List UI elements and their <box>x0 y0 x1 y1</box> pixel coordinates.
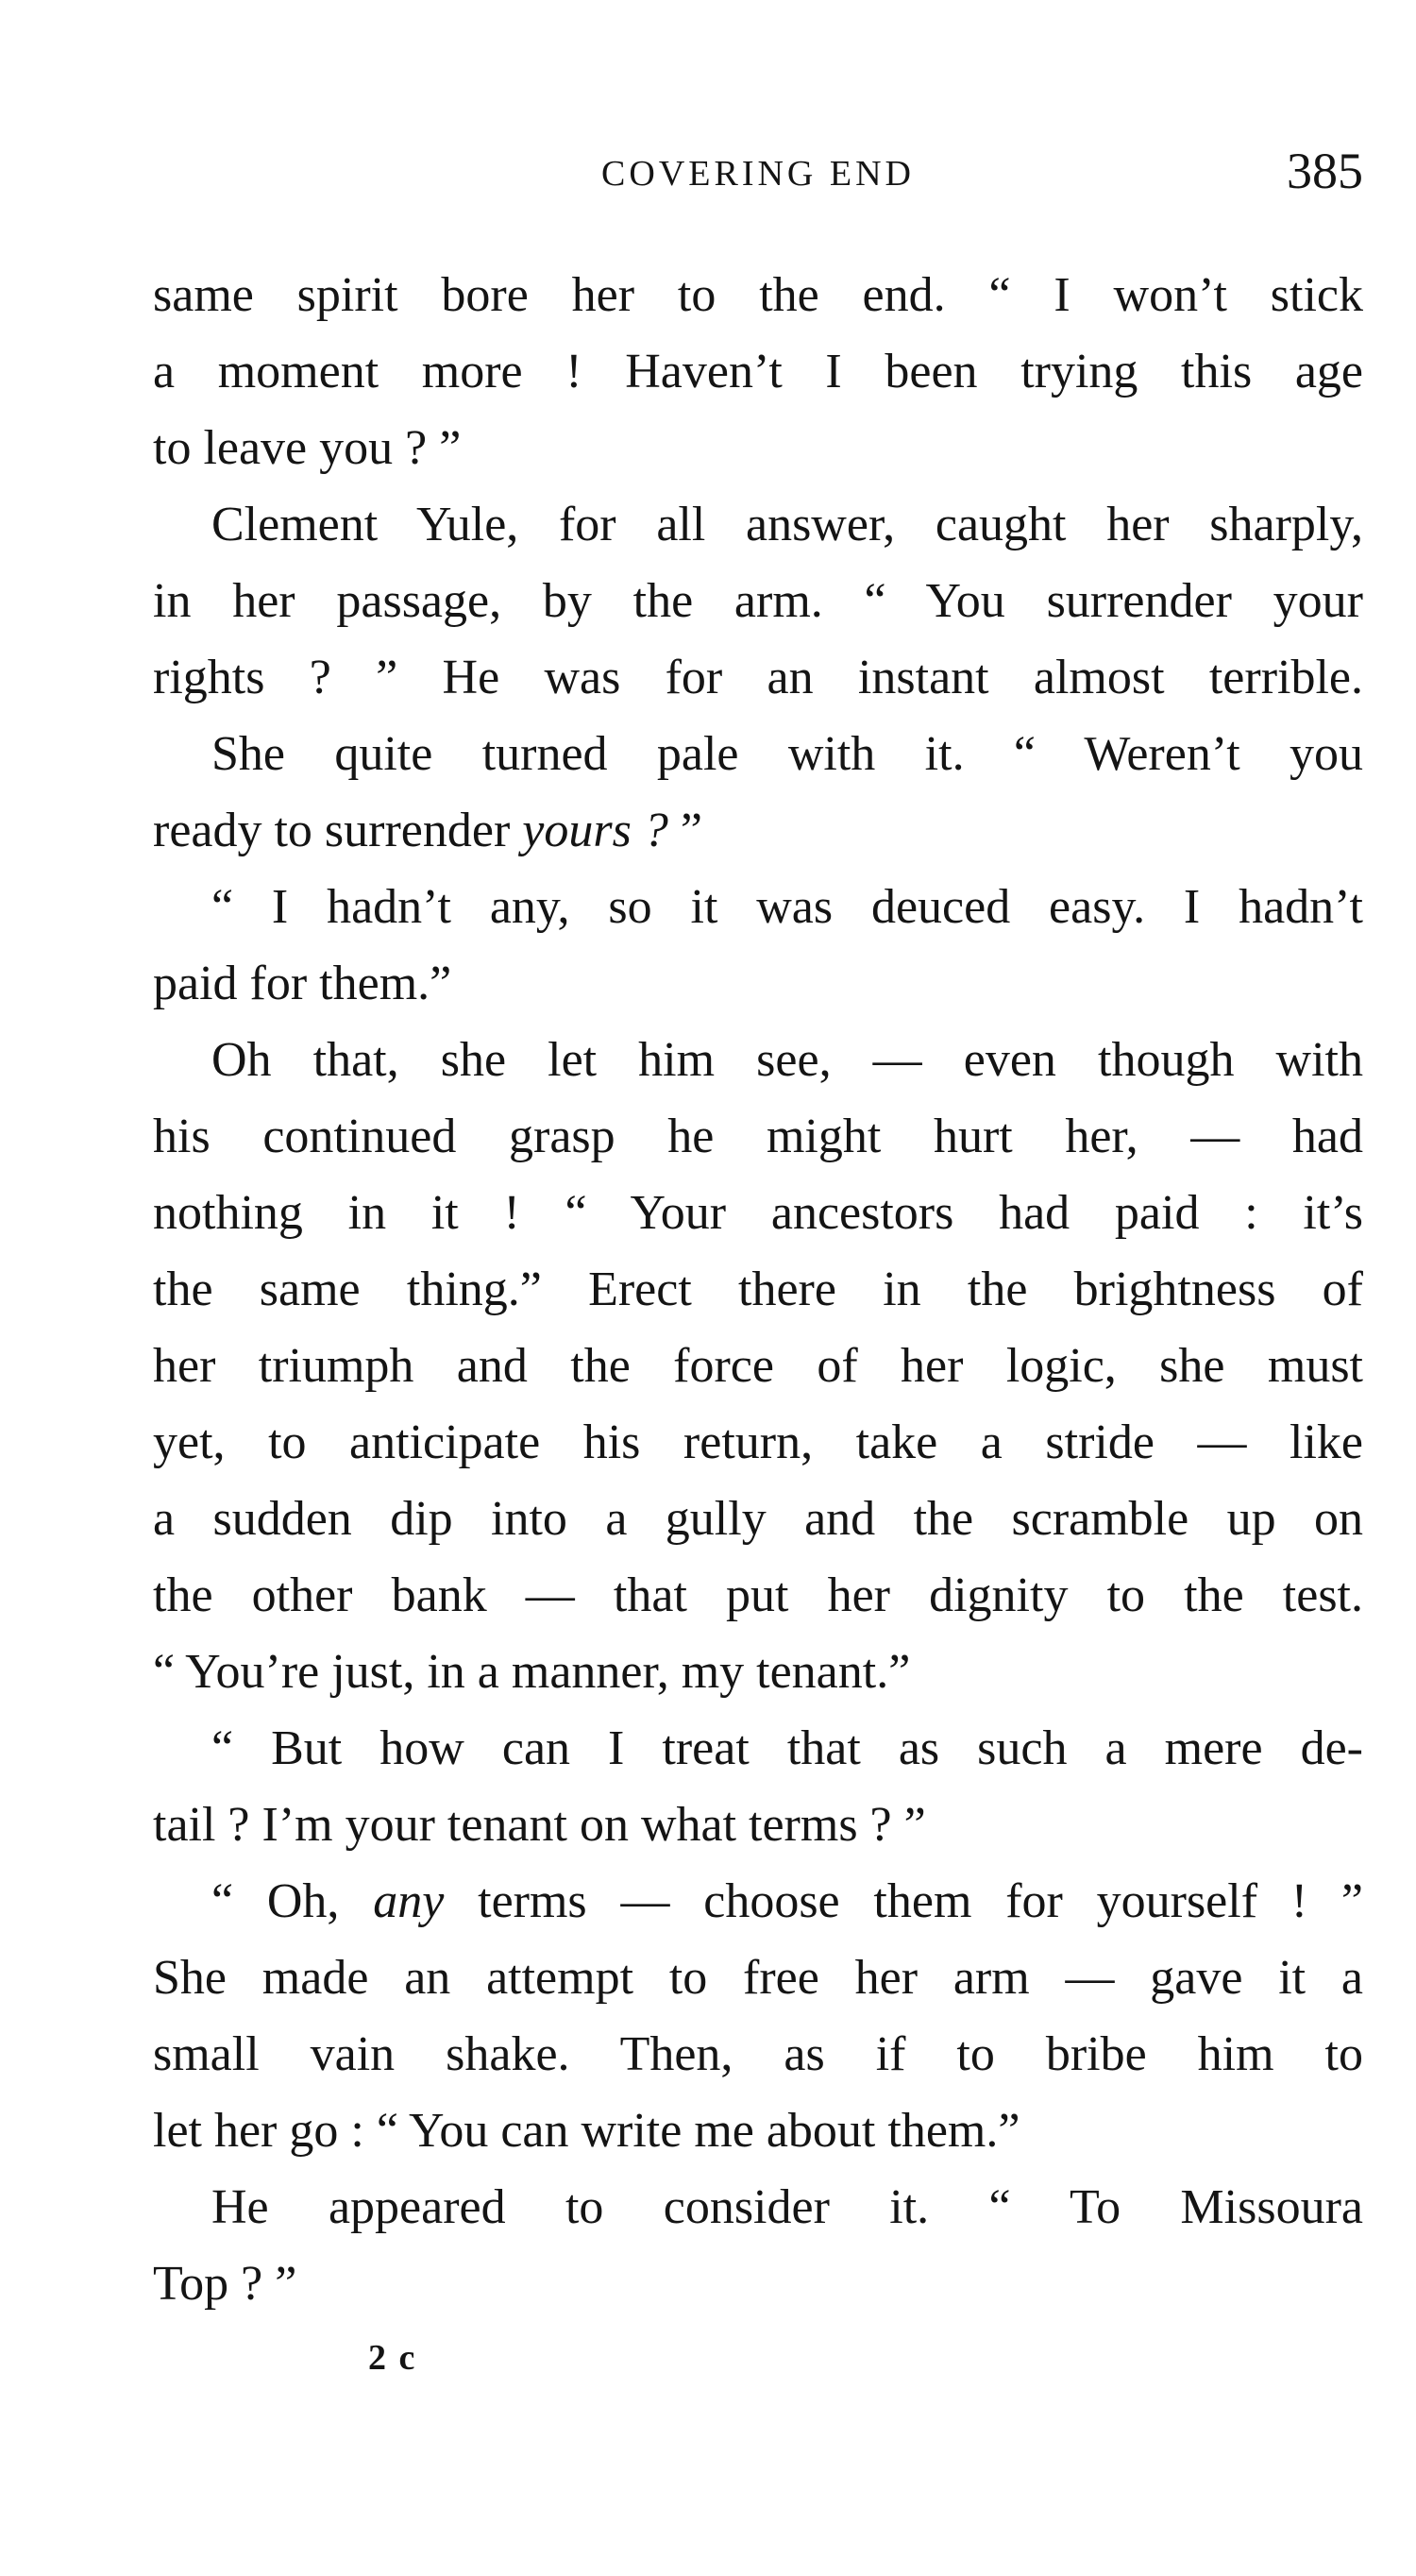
text-line: the same thing.” Erect there in the brightness of <box>153 1263 1363 1316</box>
text-segment: ” <box>667 804 702 857</box>
text-line: her triumph and the force of her logic, she must <box>153 1339 1363 1393</box>
text-line: tail ? I’m your tenant on what terms ? ” <box>153 1798 926 1852</box>
text-line: “ But how can I treat that as such a mere de- <box>211 1721 1363 1775</box>
text-line: She quite turned pale with it. “ Weren’t you <box>211 727 1363 781</box>
text-line: nothing in it ! “ Your ancestors had paid : it’s <box>153 1186 1363 1240</box>
text-line: yet, to anticipate his return, take a stride — like <box>153 1415 1363 1469</box>
italic-emphasis: yours ? <box>522 804 668 857</box>
text-line: paid for them.” <box>153 957 452 1010</box>
text-line: Clement Yule, for all answer, caught her sharply, <box>211 498 1363 551</box>
text-line: She made an attempt to free her arm — gave it a <box>153 1951 1363 2005</box>
text-segment: ready to surrender <box>153 804 523 857</box>
text-line: “ You’re just, in a manner, my tenant.” <box>153 1645 911 1699</box>
text-line: small vain shake. Then, as if to bribe him to <box>153 2027 1363 2081</box>
text-line: He appeared to consider it. “ To Missoura <box>211 2180 1363 2234</box>
text-line: rights ? ” He was for an instant almost terrible. <box>153 651 1363 704</box>
text-segment: “ Oh, <box>211 1874 374 1928</box>
text-line <box>153 1863 1363 1940</box>
text-line: his continued grasp he might hurt her, — had <box>153 1110 1363 1163</box>
text-line: Top ? ” <box>153 2257 297 2311</box>
text-line: same spirit bore her to the end. “ I won’t stick <box>153 268 1363 322</box>
text-line: let her go : “ You can write me about them.” <box>153 2104 1020 2158</box>
italic-emphasis: any <box>373 1874 445 1928</box>
text-line <box>153 792 1363 869</box>
text-line: the other bank — that put her dignity to the test. <box>153 1568 1363 1622</box>
page-number: 385 <box>1287 143 1363 199</box>
text-line: to leave you ? ” <box>153 421 462 475</box>
running-head <box>153 142 1363 208</box>
body-text <box>153 257 1363 2322</box>
text-line: a sudden dip into a gully and the scramble up on <box>153 1492 1363 1546</box>
text-line: Oh that, she let him see, — even though with <box>211 1033 1363 1087</box>
running-title: COVERING END <box>601 154 915 194</box>
text-line: “ I hadn’t any, so it was deuced easy. I hadn’t <box>211 880 1363 934</box>
text-segment: terms — choose them for yourself ! ” <box>444 1874 1364 1928</box>
text-line: a moment more ! Haven’t I been trying this age <box>153 345 1363 398</box>
signature-mark: 2 c <box>368 2338 417 2378</box>
text-line: in her passage, by the arm. “ You surrender your <box>153 574 1363 628</box>
